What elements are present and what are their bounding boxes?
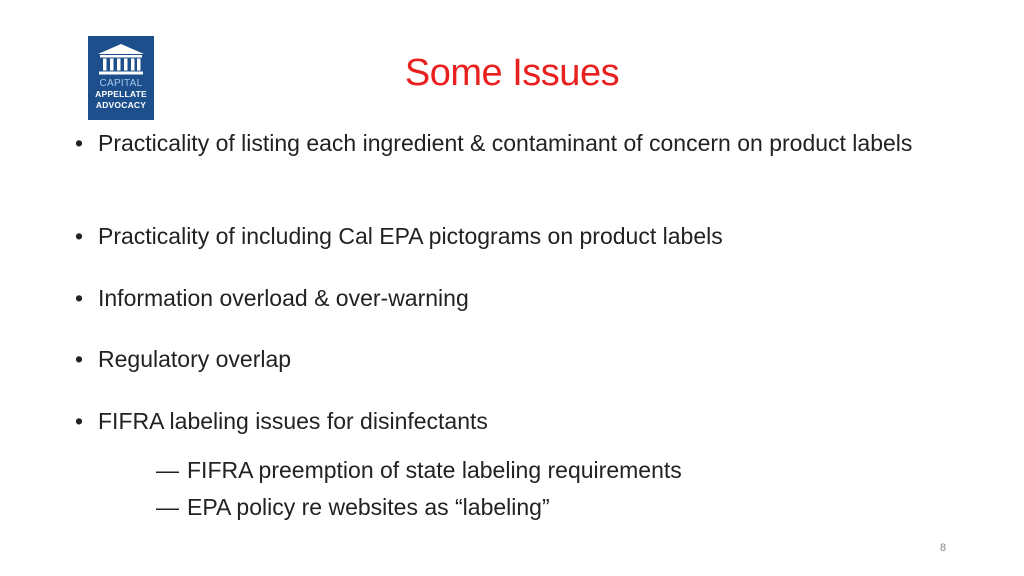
bullet-icon: • bbox=[75, 130, 84, 156]
dash-icon: — bbox=[156, 457, 179, 483]
sub-bullet-text: EPA policy re websites as “labeling” bbox=[187, 494, 550, 520]
sub-bullet-fifra-preemption bbox=[156, 455, 856, 485]
bullet-text: Practicality of listing each ingredient & contaminant of concern on product labels bbox=[98, 130, 913, 156]
logo-text-advocacy: ADVOCACY bbox=[95, 100, 147, 110]
bullet-item-fifra-labeling bbox=[75, 406, 968, 436]
bullet-item-listing-ingredients bbox=[75, 128, 968, 158]
page-number: 8 bbox=[939, 542, 947, 554]
bullet-text: FIFRA labeling issues for disinfectants bbox=[98, 408, 488, 434]
bullet-item-pictograms bbox=[75, 221, 968, 251]
bullet-text: Practicality of including Cal EPA pictograms on product labels bbox=[98, 223, 723, 249]
bullet-icon: • bbox=[75, 408, 84, 434]
slide-title: Some Issues bbox=[404, 52, 620, 94]
bullet-item-regulatory-overlap bbox=[75, 344, 968, 374]
sub-bullet-epa-websites bbox=[156, 492, 856, 522]
bullet-icon: • bbox=[75, 285, 84, 311]
dash-icon: — bbox=[156, 494, 179, 520]
sub-bullet-text: FIFRA preemption of state labeling requirements bbox=[187, 457, 682, 483]
bullet-text: Information overload & over-warning bbox=[98, 285, 469, 311]
bullet-item-information-overload bbox=[75, 283, 968, 313]
bullet-icon: • bbox=[75, 223, 84, 249]
bullet-icon: • bbox=[75, 346, 84, 372]
logo-text-capital: CAPITAL bbox=[99, 78, 143, 89]
bullet-text: Regulatory overlap bbox=[98, 346, 292, 372]
logo-text-appellate: APPELLATE bbox=[95, 89, 147, 99]
